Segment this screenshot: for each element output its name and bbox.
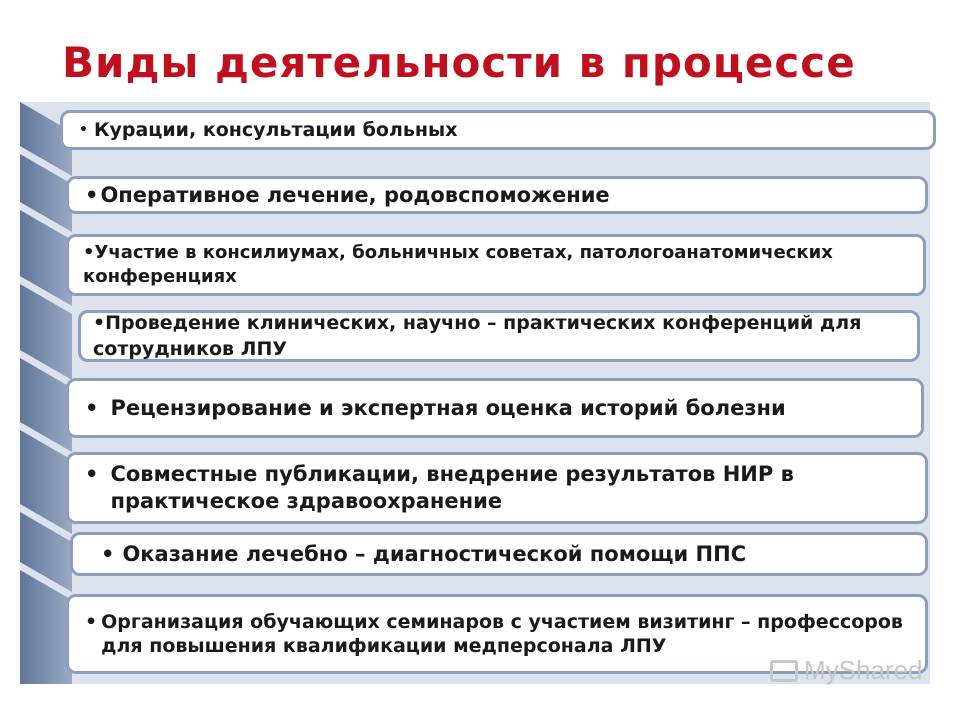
activity-text: Оказание лечебно – диагностической помощи ППС	[122, 542, 747, 566]
bullet-marker: •	[79, 122, 88, 138]
activity-text: Оперативное лечение, родовспоможение	[100, 183, 610, 207]
activity-text: Рецензирование и экспертная оценка историй болезни	[110, 396, 786, 420]
activity-item-7	[70, 532, 928, 576]
activity-item-3	[66, 234, 926, 296]
bullet-marker: •	[85, 396, 99, 420]
presentation-icon	[770, 660, 798, 682]
bullet-marker: •	[85, 462, 99, 486]
activity-text: •Проведение клинических, научно – практических конференций для сотрудников ЛПУ	[93, 312, 862, 360]
activity-text: Курации, консультации больных	[93, 119, 458, 141]
chevron-shapes	[20, 102, 72, 684]
activity-item-2	[66, 176, 928, 214]
activity-item-1	[60, 110, 936, 150]
activity-item-4	[78, 310, 920, 362]
activity-item-5	[66, 378, 924, 438]
activity-text: Совместные публикации, внедрение результатов НИР в практическое здравоохранение	[110, 462, 794, 513]
activity-text: •Участие в консилиумах, больничных советах, патологоанатомических конференциях	[83, 242, 833, 287]
watermark-text: MyShared	[804, 655, 923, 685]
bullet-marker: •	[85, 183, 99, 207]
slide-title: Виды деятельности в процессе	[62, 38, 856, 87]
bullet-marker: •	[85, 611, 98, 633]
watermark-logo	[770, 655, 923, 686]
activity-item-6	[66, 452, 928, 524]
activity-text: Организация обучающих семинаров с участием визитинг – профессоров для повышения квалификации медперсонала ЛПУ	[101, 611, 903, 657]
bullet-marker: •	[93, 312, 106, 334]
bullet-marker: •	[83, 242, 95, 263]
bullet-marker: •	[101, 542, 115, 566]
